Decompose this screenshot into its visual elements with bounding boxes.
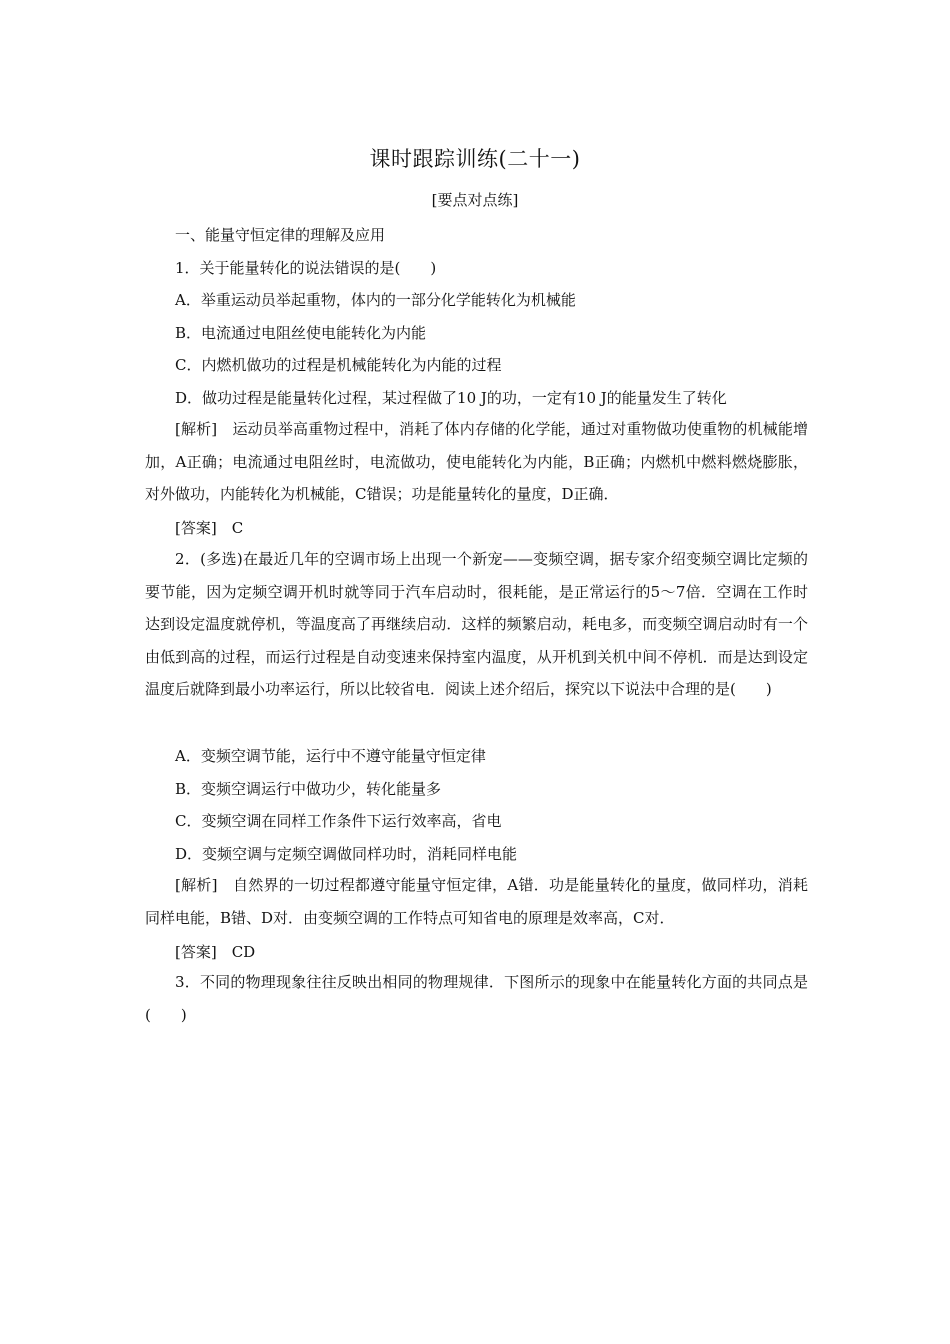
question-3-stem: 3．不同的物理现象往往反映出相同的物理规律．下图所示的现象中在能量转化方面的共同点是( ) xyxy=(145,973,808,1024)
question-1-answer: [答案] C xyxy=(175,519,244,537)
question-1-analysis: [解析] 运动员举高重物过程中，消耗了体内存储的化学能，通过对重物做功使重物的机械能增加，A正确；电流通过电阻丝时，电流做功，使电能转化为内能，B正确；内燃机中燃料燃烧膨胀，对外做功，内能转化为机械能，C错误；功是能量转化的量度，D正确． xyxy=(145,420,808,503)
question-1-option-b: B．电流通过电阻丝使电能转化为内能 xyxy=(175,324,427,342)
section-heading: 一、能量守恒定律的理解及应用 xyxy=(175,226,386,244)
question-2-answer: [答案] CD xyxy=(175,943,256,961)
question-1-option-d: D．做功过程是能量转化过程，某过程做了10 J的功，一定有10 J的能量发生了转化 xyxy=(175,389,727,407)
question-2-option-c: C．变频空调在同样工作条件下运行效率高，省电 xyxy=(175,812,502,830)
section-subtitle: [要点对点练] xyxy=(431,191,519,209)
question-1-option-c: C．内燃机做功的过程是机械能转化为内能的过程 xyxy=(175,356,502,374)
question-1-option-a: A．举重运动员举起重物，体内的一部分化学能转化为机械能 xyxy=(175,291,576,309)
question-2-analysis: [解析] 自然界的一切过程都遵守能量守恒定律，A错．功是能量转化的量度，做同样功，消耗同样电能，B错、D对．由变频空调的工作特点可知省电的原理是效率高，C对． xyxy=(145,876,808,927)
question-1-stem: 1．关于能量转化的说法错误的是( ) xyxy=(175,259,437,277)
question-2-option-a: A．变频空调节能，运行中不遵守能量守恒定律 xyxy=(175,747,486,765)
question-2-option-d: D．变频空调与定频空调做同样功时，消耗同样电能 xyxy=(175,845,518,863)
question-2-stem: 2．(多选)在最近几年的空调市场上出现一个新宠——变频空调，据专家介绍变频空调比定频的要节能，因为定频空调开机时就等同于汽车启动时，很耗能，是正常运行的5～7倍．空调在工作时达到设定温度就停机，等温度高了再继续启动．这样的频繁启动，耗电多，而变频空调启动时有一个由低到高的过程，而运行过程是自动变速来保持室内温度，从开机到关机中间不停机．而是达到设定温度后就降到最小功率运行，所以比较省电．阅读上述介绍后，探究以下说法中合理的是( ) xyxy=(145,550,808,698)
page-title: 课时跟踪训练(二十一) xyxy=(369,147,581,171)
question-2-option-b: B．变频空调运行中做功少，转化能量多 xyxy=(175,780,442,798)
